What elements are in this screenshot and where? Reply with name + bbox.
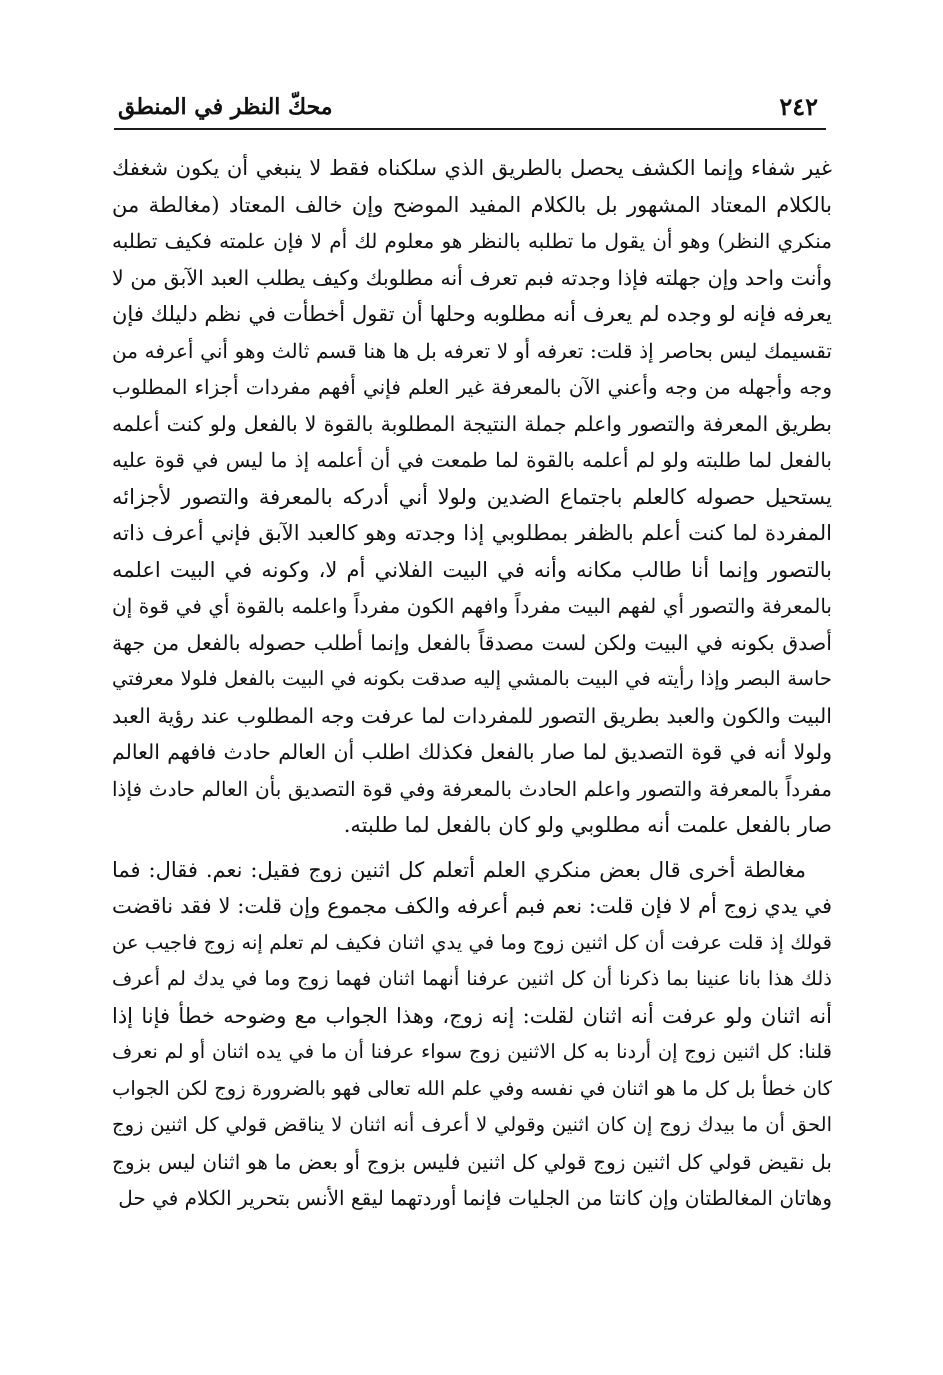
text-line: ولولا أنه في قوة التصديق لما صار بالفعل فكذلك اطلب أن العالم حادث فافهم العالم [112, 740, 832, 764]
text-line: المفردة لما كنت أعلم بالظفر بمطلوبي إذا وجدته وهو كالعبد الآبق فإني أعرف ذاته [112, 521, 832, 545]
text-line: قولك إذ قلت عرفت أن كل اثنين زوج وما في يدي اثنان فكيف لم تعلم إنه زوج فاجيب عن [112, 930, 832, 954]
text-line: البيت والكون والعبد بطريق التصور للمفردات لما عرفت وجه المطلوب عند رؤية العبد [112, 703, 832, 728]
text-line: كان خطأ بل كل ما هو اثنان في نفسه وفي علم الله تعالى فهو بالضرورة زوج لكن الجواب [112, 1076, 832, 1100]
text-line: وأنت واحد وإن جهلته فإذا وجدته فبم تعرف أنه مطلوبك وكيف يطلب العبد الآبق من لا [112, 265, 832, 290]
text-line: بالفعل لما طلبته ولو لم أعلمه بالقوة لما طمعت في أن أعلمه إذ ما ليس في قوة عليه [112, 448, 832, 472]
running-title: محكّ النظر في المنطق [118, 94, 333, 120]
text-line: صار بالفعل علمت أنه مطلوبي ولو كان بالفعل لما طلبته. [343, 813, 832, 837]
text-line: بل نقيض قولي كل اثنين زوج قولي كل اثنين فليس بزوج أو بعض ما هو اثنان ليس بزوج [112, 1149, 832, 1174]
text-line: يستحيل حصوله كالعلم باجتماع الضدين ولولا أني أدركه بالمعرفة والتصور لأجزائه [112, 484, 832, 509]
text-line: مفرداً بالمعرفة والتصور واعلم الحادث بالمعرفة وفي قوة التصديق بأن العالم حادث فإذا [112, 776, 832, 801]
text-line: قلنا: كل اثنين زوج إن أردنا به كل الاثنين زوج سواء عرفنا أن ما في يده اثنان أو لم نعرف [112, 1040, 832, 1063]
text-line: يعرفه فإنه لو وجده لم يعرف أنه مطلوبه وحلها أن تقول أخطأت في نظم دليلك فإن [112, 302, 832, 326]
page-number: ٢٤٢ [779, 92, 818, 121]
body-text [112, 150, 832, 1340]
text-line: منكري النظر) وهو أن يقول ما تطلبه بالنظر هو معلوم لك أم لا فإن علمته فكيف تطلبه [112, 229, 832, 253]
text-line: بطريق المعرفة والتصور واعلم جملة النتيجة المطلوبة بالقوة لا بالفعل ولو كنت أعلمه [112, 411, 832, 436]
paragraph [112, 150, 832, 844]
page-header [114, 88, 826, 130]
paragraph [112, 852, 832, 1217]
text-line: بالمعرفة والتصور أي لفهم البيت مفرداً وافهم الكون مفرداً واعلمه بالقوة أي في قوة إن [112, 594, 832, 618]
text-line: وجه وأجهله من وجه وأعني الآن بالمعرفة غير العلم فإني أفهم مفردات أجزاء المطلوب [112, 375, 832, 399]
text-line: أنه اثنان ولو عرفت أنه اثنان لقلت: إنه زوج، وهذا الجواب مع وضوحه خطأ فإنا إذا [112, 1003, 832, 1028]
text-line: تقسيمك ليس بحاصر إذ قلت: تعرفه أو لا تعرفه بل ها هنا قسم ثالث وهو أني أعرفه من [112, 338, 832, 363]
text-line: بالتصور وإنما أنا طالب مكانه وأنه في البيت الفلاني أم لا، وكونه في البيت اعلمه [112, 557, 832, 582]
text-line: في يدي زوج أم لا فإن قلت: نعم فبم أعرفه والكف مجموع وإن قلت: لا فقد ناقضت [112, 894, 832, 918]
text-line: بالكلام المعتاد المشهور بل بالكلام المفيد الموضح وإن خالف المعتاد (مغالطة من [112, 192, 832, 217]
text-line: وهاتان المغالطتان وإن كانتا من الجليات فإنما أوردتهما ليقع الأنس بتحرير الكلام في حل [118, 1186, 832, 1210]
text-line: حاسة البصر وإذا رأيته في البيت بالمشي إليه صدقت بكونه في البيت بالفعل فلولا معرفتي [112, 667, 832, 690]
text-line: مغالطة أخرى قال بعض منكري العلم أتعلم كل اثنين زوج فقيل: نعم. فقال: فما [112, 857, 806, 882]
text-line: أصدق بكونه في البيت ولكن لست مصدقاً بالفعل وإنما أطلب حصوله بالفعل من جهة [112, 630, 832, 655]
text-line: ذلك هذا بانا عنينا بما ذكرنا أن كل اثنين عرفنا أنهما اثنان فهما زوج وما في يدك لم أعرف [112, 967, 832, 990]
text-line: غير شفاء وإنما الكشف يحصل بالطريق الذي سلكناه فقط لا ينبغي أن يكون شغفك [112, 156, 832, 180]
text-line: الحق أن ما بيدك زوج إن كان اثنين وقولي لا أعرف أنه اثنان لا يناقض قولي كل اثنين زوج [112, 1113, 832, 1136]
